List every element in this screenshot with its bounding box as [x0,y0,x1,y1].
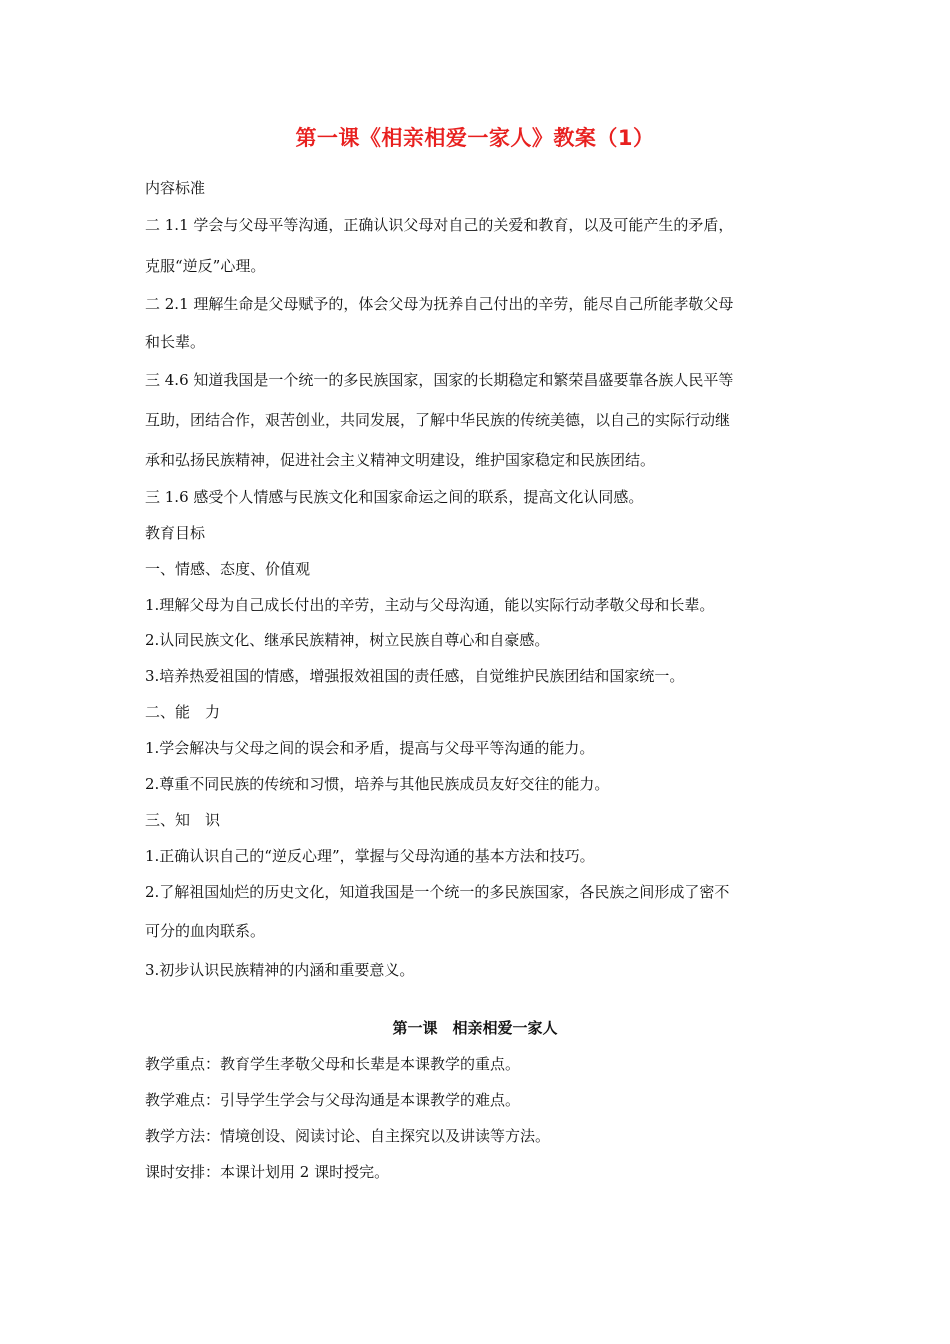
paragraph-line: 互助，团结合作，艰苦创业，共同发展，了解中华民族的传统美德，以自己的实际行动继 [145,411,731,429]
lesson-title: 第一课 相亲相爱一家人 [392,1019,558,1037]
section-heading-content-standard: 内容标准 [145,179,206,197]
paragraph-line: 三 4.6 知道我国是一个统一的多民族国家，国家的长期稳定和繁荣昌盛要靠各族人民平等 [145,371,734,389]
list-item: 2.了解祖国灿烂的历史文化，知道我国是一个统一的多民族国家，各民族之间形成了密不 [145,883,730,901]
list-item: 1.正确认识自己的“逆反心理”，掌握与父母沟通的基本方法和技巧。 [145,847,595,865]
subsection-heading: 一、情感、态度、价值观 [145,560,311,578]
paragraph-line: 克服“逆反”心理。 [145,257,266,275]
paragraph-line: 承和弘扬民族精神，促进社会主义精神文明建设，维护国家稳定和民族团结。 [145,451,656,469]
list-item: 可分的血肉联系。 [145,922,266,940]
document-title: 第一课《相亲相爱一家人》教案（1） [295,126,655,150]
section-heading-education-goals: 教育目标 [145,524,206,542]
list-item: 3.初步认识民族精神的内涵和重要意义。 [145,961,415,979]
list-item: 1.学会解决与父母之间的误会和矛盾，提高与父母平等沟通的能力。 [145,739,595,757]
subsection-heading: 二、能 力 [145,703,221,721]
list-item: 1.理解父母为自己成长付出的辛劳，主动与父母沟通，能以实际行动孝敬父母和长辈。 [145,596,715,614]
list-item: 2.尊重不同民族的传统和习惯，培养与其他民族成员友好交往的能力。 [145,775,610,793]
paragraph-line: 二 1.1 学会与父母平等沟通，正确认识父母对自己的关爱和教育，以及可能产生的矛盾， [145,216,734,234]
paragraph-line: 二 2.1 理解生命是父母赋予的，体会父母为抚养自己付出的辛劳，能尽自己所能孝敬父母 [145,295,734,313]
list-item: 2.认同民族文化、继承民族精神，树立民族自尊心和自豪感。 [145,631,550,649]
lesson-info-line: 课时安排：本课计划用 2 课时授完。 [145,1163,390,1181]
subsection-heading: 三、知 识 [145,811,221,829]
lesson-info-line: 教学难点：引导学生学会与父母沟通是本课教学的难点。 [145,1091,521,1109]
list-item: 3.培养热爱祖国的情感，增强报效祖国的责任感，自觉维护民族团结和国家统一。 [145,667,685,685]
lesson-info-line: 教学方法：情境创设、阅读讨论、自主探究以及讲读等方法。 [145,1127,551,1145]
lesson-info-line: 教学重点：教育学生孝敬父母和长辈是本课教学的重点。 [145,1055,521,1073]
paragraph-line: 和长辈。 [145,333,206,351]
paragraph-line: 三 1.6 感受个人情感与民族文化和国家命运之间的联系，提高文化认同感。 [145,488,644,506]
